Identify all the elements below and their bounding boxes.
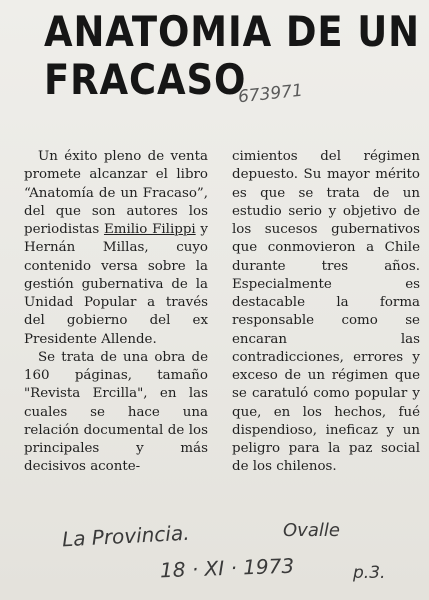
handwritten-date-note: 18 · XI · 1973 — [159, 553, 295, 583]
article-headline — [44, 8, 420, 104]
article-column-left — [24, 148, 208, 477]
headline-line-2: FRACASO — [44, 55, 247, 104]
article-column-right — [232, 148, 420, 477]
headline-line-1: ANATOMIA DE UN — [44, 7, 420, 56]
paragraph-intro-start: Un éxito pleno de venta promete alcanzar el libro “Anatomía de un Fracaso”, del que son autores los periodistas — [24, 149, 208, 237]
paragraph-book-details: Se trata de una obra de 160 páginas, tamaño "Revista Ercilla", en las cuales se hace una relación documental de los principales y más decisivos aconte- — [24, 349, 208, 475]
handwritten-city-note: Ovalle — [283, 520, 340, 541]
paragraph-intro — [24, 148, 208, 349]
handwritten-page-note: p.3. — [353, 563, 386, 583]
handwritten-catalog-number: 673971 — [237, 80, 304, 108]
paragraph-assessment: cimientos del régimen depuesto. Su mayor mérito es que se trata de un estudio serio y objetivo de los sucesos gubernativos que conmovieron a Chile durante tres años. Especialmente es destacable la forma responsable como se encaran las contradicciones, errores y exceso de un régimen que se caratuló como popular y que, en los hechos, fué dispendioso, ineficaz y un peligro para la paz social de los chilenos. — [232, 149, 420, 475]
paragraph-intro-end: y Hernán Millas, cuyo contenido versa sobre la gestión gubernativa de la Unidad Popular a través del gobierno del ex Presidente Allende. — [24, 222, 208, 347]
author-name-underlined: Emilio Filippi — [103, 222, 196, 237]
handwritten-source-note: La Provincia. — [61, 520, 191, 552]
